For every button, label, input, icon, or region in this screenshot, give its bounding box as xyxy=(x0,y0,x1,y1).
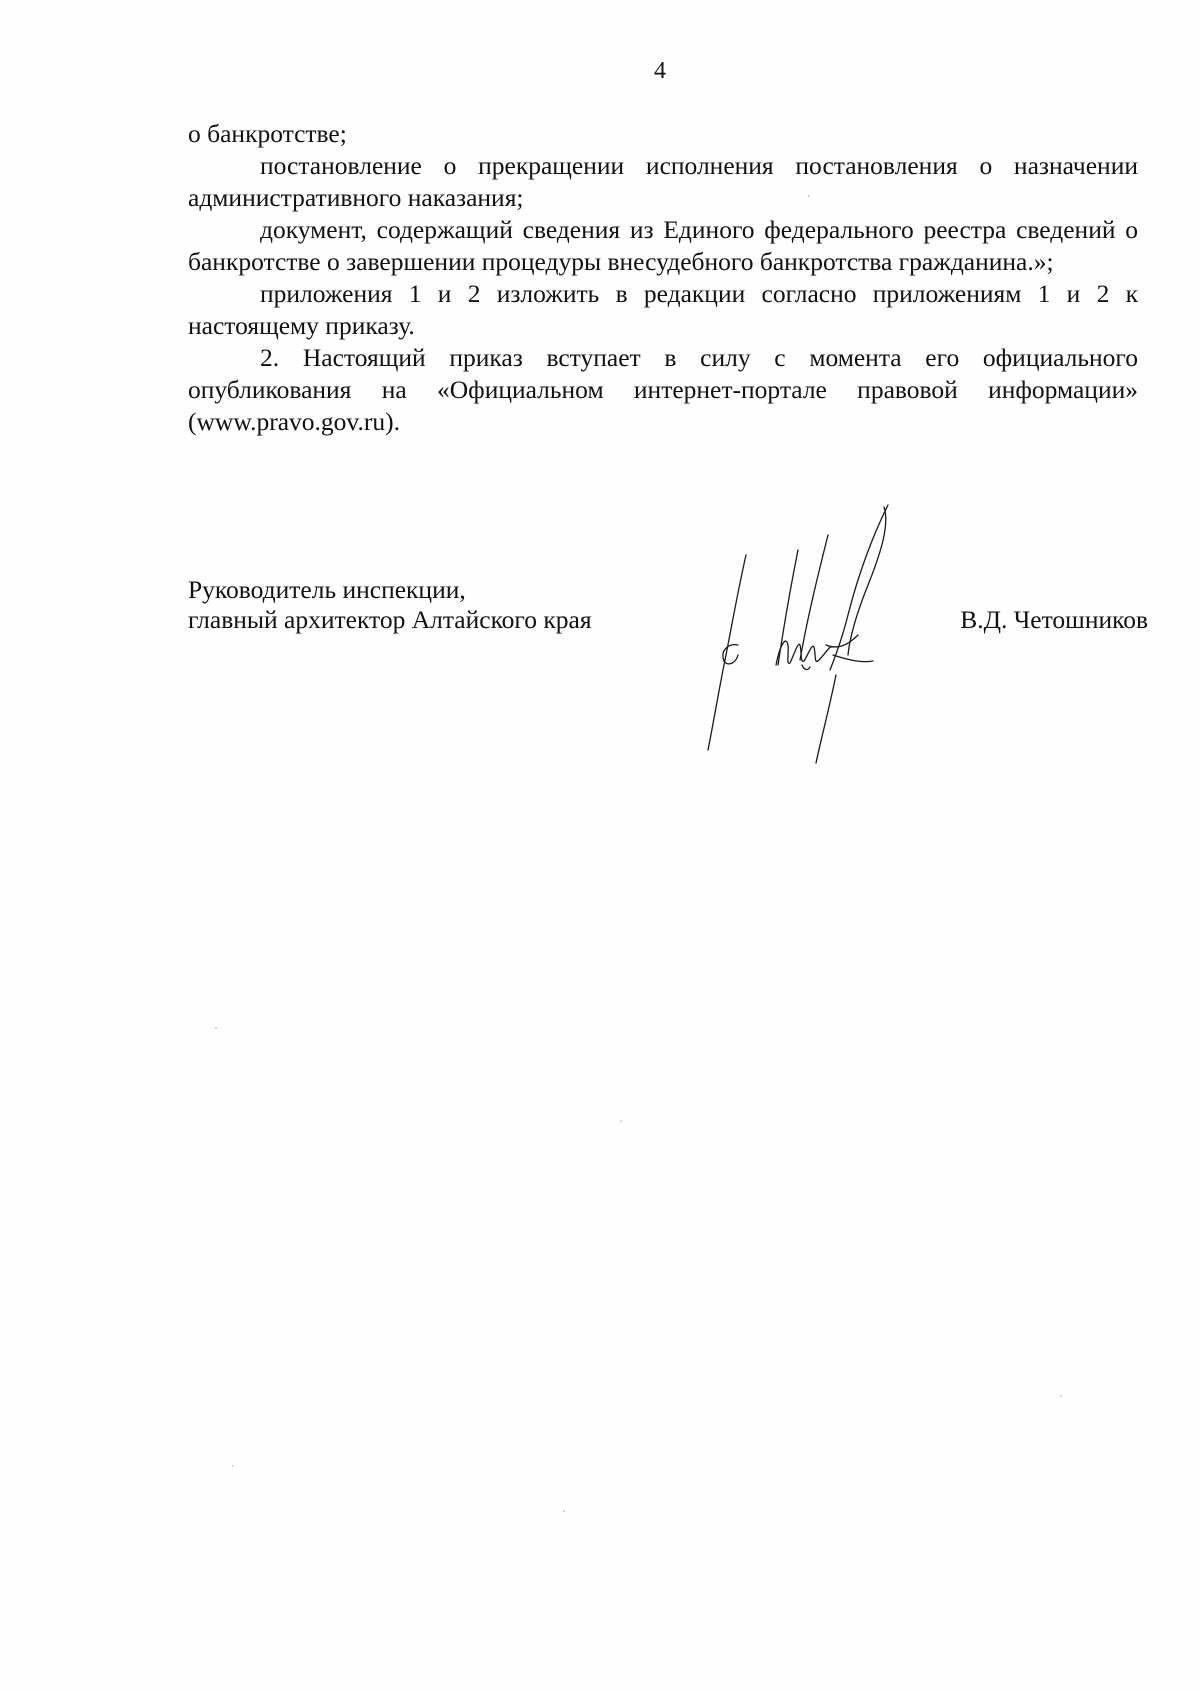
signatory-position-line-2: главный архитектор Алтайского края xyxy=(188,605,592,634)
paragraph-2: постановление о прекращении исполнения постановления о назначении административного наказания; xyxy=(188,151,1138,212)
scan-speck xyxy=(1060,1395,1062,1397)
scan-speck xyxy=(808,195,810,197)
signatory-position xyxy=(188,575,592,635)
signatory-position-line-1: Руководитель инспекции, xyxy=(188,575,466,604)
page-number: 4 xyxy=(654,58,666,84)
paragraph-4: приложения 1 и 2 изложить в редакции согласно приложениям 1 и 2 к настоящему приказу. xyxy=(188,279,1138,340)
signatory-name: В.Д. Четошников xyxy=(960,605,1148,634)
scan-speck xyxy=(563,1510,565,1512)
handwritten-signature-icon xyxy=(658,495,918,765)
scan-speck xyxy=(232,1465,234,1467)
signature-block xyxy=(188,575,1148,795)
paragraph-1: о банкротстве; xyxy=(188,119,347,148)
paragraph-3: документ, содержащий сведения из Единого федерального реестра сведений о банкротстве о завершении процедуры внесудебного банкротства гражданина.»; xyxy=(188,215,1138,276)
scan-speck xyxy=(620,1120,622,1122)
paragraph-5: 2. Настоящий приказ вступает в силу с момента его официального опубликования на «Официальном интернет-портале правовой информации» (www.pravo.gov.ru). xyxy=(188,343,1138,436)
document-body xyxy=(188,118,1138,438)
scan-speck xyxy=(215,1027,217,1029)
